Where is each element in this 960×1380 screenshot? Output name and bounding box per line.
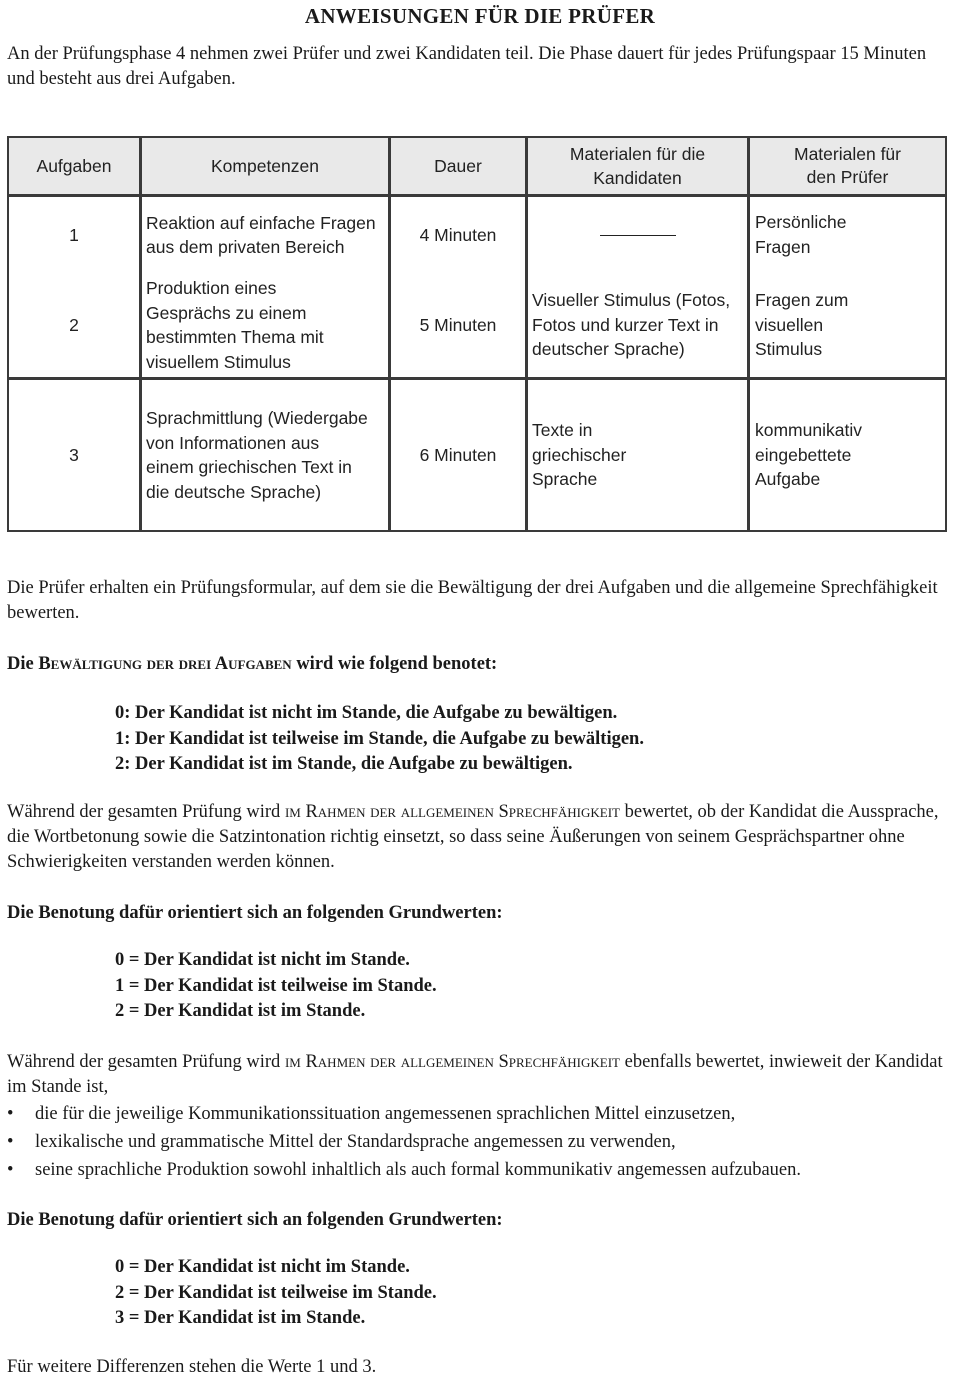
scale-item: 2 = Der Kandidat ist teilweise im Stande. — [115, 1282, 437, 1303]
row3-materials-candidates — [528, 380, 747, 530]
row3-duration: 6 Minuten — [391, 380, 525, 530]
row2-competence — [142, 273, 388, 377]
page-title: ANWEISUNGEN FÜR DIE PRÜFER — [304, 4, 656, 28]
para3-caps: im Rahmen der allgemeinen Sprechfähigkeit — [284, 1052, 620, 1072]
para3-rest: ebenfalls bewertet, inwieweit der Kandidat im Stande ist, — [7, 1052, 943, 1097]
speaking-grading-scale — [115, 948, 437, 1025]
row1-competence — [142, 197, 388, 273]
row2-materials-candidates — [528, 273, 747, 377]
paragraph-examiner-form: Die Prüfer erhalten ein Prüfungsformular, auf dem sie die Bewältigung der drei Aufgaben und die allgemeine Sprechfähigkeit bewerten. — [7, 578, 938, 623]
row2-task: 2 — [9, 273, 139, 377]
row2-materials-candidates-text: Visueller Stimulus (Fotos, Fotos und kurzer Text in deutscher Sprache) — [532, 290, 731, 360]
header-materials-candidates: Materialen für die Kandidaten — [528, 138, 747, 194]
row3-competence-text: Sprachmittlung (Wiedergabe von Informationen aus einem griechischen Text in die deutsche Sprache) — [146, 408, 368, 502]
footer-note: Für weitere Differenzen stehen die Werte 1 und 3. — [7, 1357, 377, 1377]
grading-heading-1: Die Benotung dafür orientiert sich an folgenden Grundwerten: — [7, 903, 503, 923]
row3-materials-candidates-text: Texte in griechischer Sprache — [532, 420, 627, 490]
intro-paragraph: An der Prüfungsphase 4 nehmen zwei Prüfer und zwei Kandidaten teil. Die Phase dauert für jedes Prüfungspaar 15 Minuten und besteht aus drei Aufgaben. — [7, 44, 927, 89]
section1-rest: wird wie folgend benotet: — [291, 654, 498, 674]
row2-materials-examiner-text: Fragen zum visuellen Stimulus — [755, 290, 849, 360]
para3-lead: Während der gesamten Prüfung wird — [7, 1052, 285, 1072]
row2-materials-examiner — [750, 273, 945, 377]
row1-materials-examiner-text: Persönliche Fragen — [755, 212, 847, 257]
row3-materials-examiner-text: kommunikativ eingebettete Aufgabe — [755, 420, 862, 490]
scale-item: 0: Der Kandidat ist nicht im Stande, die Aufgabe zu bewältigen. — [115, 703, 618, 723]
criteria-grading-scale — [115, 1255, 437, 1332]
list-item: • die für die jeweilige Kommunikationssituation angemessenen sprachlichen Mittel einzusetzen, — [7, 1100, 957, 1128]
empty-dash — [600, 235, 676, 236]
scale-item: 2 = Der Kandidat ist im Stande. — [115, 1001, 366, 1021]
row2-competence-text: Produktion eines Gesprächs zu einem bestimmten Thema mit visuellem Stimulus — [146, 278, 324, 372]
header-competences: Kompetenzen — [142, 138, 388, 194]
header-tasks: Aufgaben — [9, 138, 139, 194]
row2-duration: 5 Minuten — [391, 273, 525, 377]
tasks-table — [7, 136, 947, 532]
list-item: • lexikalische und grammatische Mittel der Standardsprache angemessen zu verwenden, — [7, 1128, 957, 1156]
scale-item: 3 = Der Kandidat ist im Stande. — [115, 1308, 366, 1328]
scale-item: 0 = Der Kandidat ist nicht im Stande. — [115, 950, 410, 970]
para2-rest: bewertet, ob der Kandidat die Aussprache, die Wortbetonung sowie die Satzintonation richtig einsetzt, so dass seine Äußerungen von seinem Gesprächspartner ohne Schwierigkeiten verstanden werden können. — [7, 802, 939, 872]
row1-materials-examiner — [750, 197, 945, 273]
scale-item: 2: Der Kandidat ist im Stande, die Aufgabe zu bewältigen. — [115, 754, 573, 774]
section-heading-tasks — [7, 652, 957, 677]
section1-caps: Bewältigung der drei Aufgaben — [38, 654, 292, 674]
row3-task: 3 — [9, 380, 139, 530]
scale-item: 0 = Der Kandidat ist nicht im Stande. — [115, 1257, 410, 1277]
row1-task: 1 — [9, 197, 139, 273]
section1-lead: Die — [7, 654, 39, 674]
header-duration: Dauer — [391, 138, 525, 194]
header-materials-examiner: Materialen für den Prüfer — [750, 138, 945, 194]
row3-competence — [142, 380, 388, 530]
grading-heading-2: Die Benotung dafür orientiert sich an folgenden Grundwerten: — [7, 1210, 503, 1230]
list-item: • seine sprachliche Produktion sowohl inhaltlich als auch formal kommunikativ angemessen aufzubauen. — [7, 1156, 957, 1184]
criteria-list — [7, 1100, 957, 1184]
row3-materials-examiner — [750, 380, 945, 530]
scale-item: 1: Der Kandidat ist teilweise im Stande, die Aufgabe zu bewältigen. — [115, 728, 644, 749]
para2-lead: Während der gesamten Prüfung wird — [7, 802, 285, 822]
row1-materials-candidates — [528, 197, 747, 273]
scale-item: 1 = Der Kandidat ist teilweise im Stande. — [115, 975, 437, 996]
paragraph-speaking-ability-2 — [7, 1050, 957, 1100]
task-grading-scale — [115, 701, 644, 778]
paragraph-speaking-ability — [7, 800, 957, 875]
row1-duration: 4 Minuten — [391, 197, 525, 273]
para2-caps: im Rahmen der allgemeinen Sprechfähigkeit — [284, 802, 620, 822]
row1-competence-text: Reaktion auf einfache Fragen aus dem privaten Bereich — [146, 212, 376, 257]
